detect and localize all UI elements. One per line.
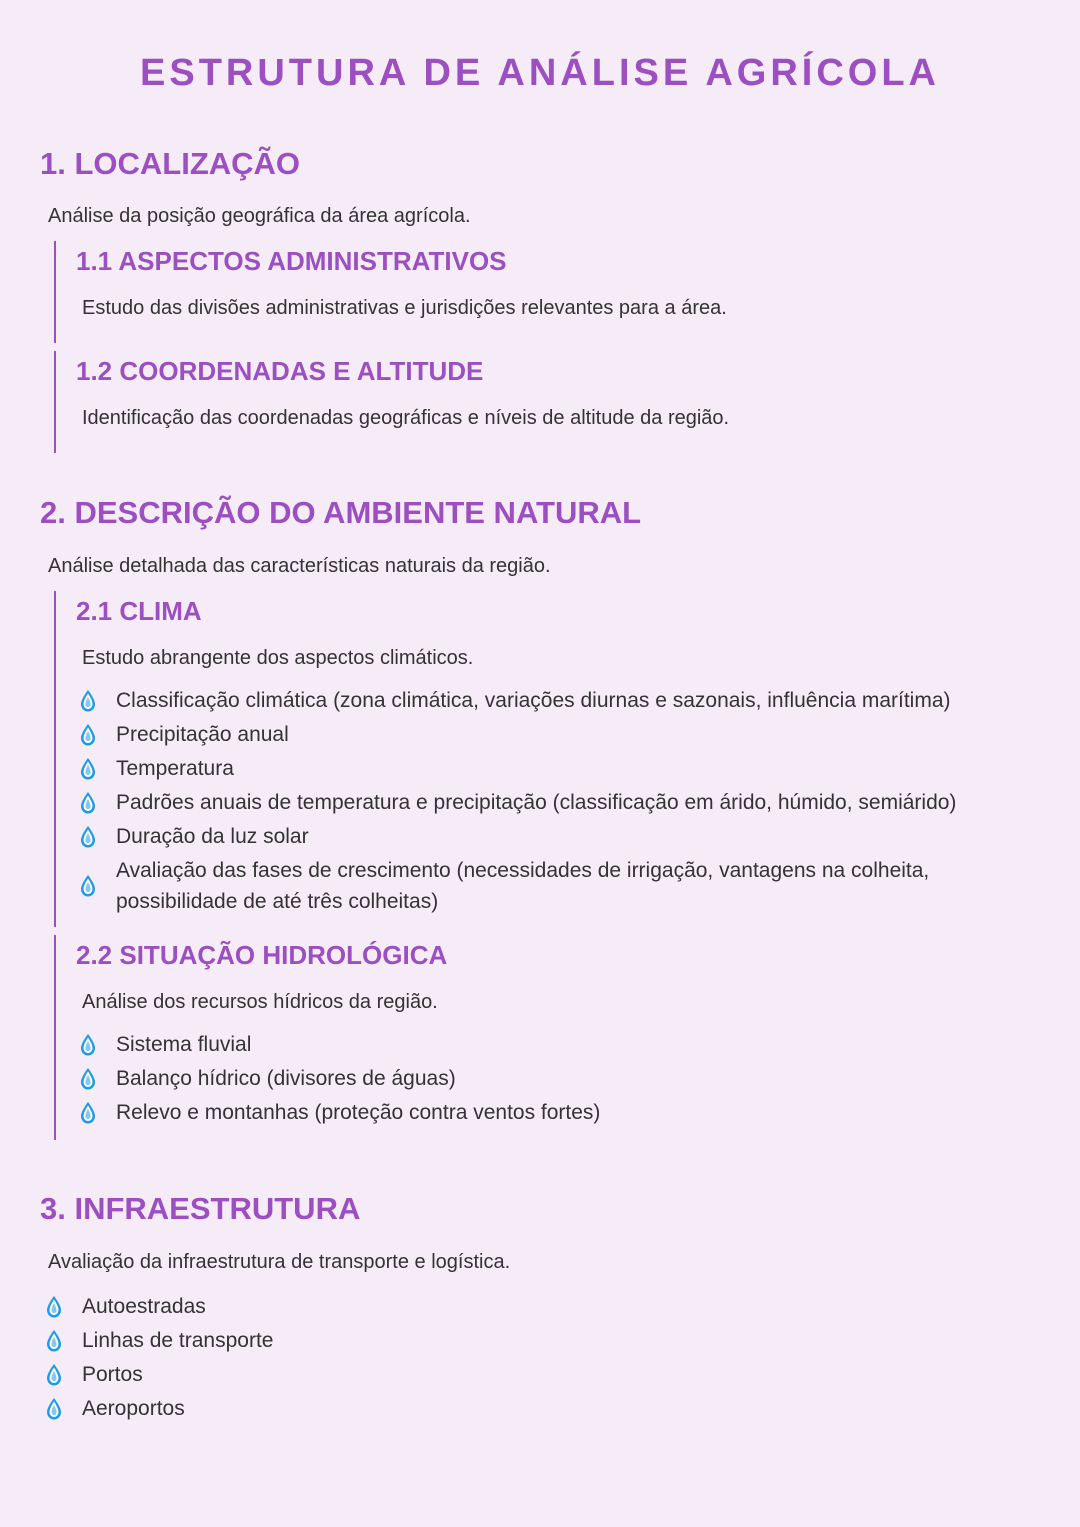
water-drop-icon <box>79 1067 97 1091</box>
subsection-aspectos-administrativos <box>54 241 1040 343</box>
water-drop-icon <box>45 1295 63 1319</box>
subsection-clima <box>54 591 1040 927</box>
list-item: Relevo e montanhas (proteção contra ventos fortes) <box>76 1097 1040 1128</box>
section-description: Avaliação da infraestrutura de transporte e logística. <box>48 1251 511 1273</box>
water-drop-icon <box>79 1033 97 1057</box>
list-item: Precipitação anual <box>76 719 1040 750</box>
section-infraestrutura <box>40 1190 1040 1424</box>
list-item: Linhas de transporte <box>42 1325 1040 1356</box>
subsection-title: 2.1 CLIMA <box>76 596 202 626</box>
list-item: Portos <box>42 1359 1040 1390</box>
water-drop-icon <box>79 757 97 781</box>
section-title: 2. DESCRIÇÃO DO AMBIENTE NATURAL <box>40 495 642 530</box>
subsection-description: Estudo abrangente dos aspectos climáticos. <box>82 647 474 669</box>
water-drop-icon <box>45 1329 63 1353</box>
list-item: Avaliação das fases de crescimento (necessidades de irrigação, vantagens na colheita, possibilidade de até três colheitas) <box>76 855 996 917</box>
water-drop-icon <box>79 825 97 849</box>
section-ambiente-natural <box>40 494 1040 1140</box>
subsection-coordenadas-altitude <box>54 351 1040 453</box>
subsection-title: 2.2 SITUAÇÃO HIDROLÓGICA <box>76 940 448 970</box>
water-drop-icon <box>79 874 97 898</box>
water-drop-icon <box>79 1101 97 1125</box>
list-item: Classificação climática (zona climática, variações diurnas e sazonais, influência marítima) <box>76 685 1040 716</box>
list-item: Autoestradas <box>42 1291 1040 1322</box>
list-item: Temperatura <box>76 753 1040 784</box>
water-drop-icon <box>79 723 97 747</box>
subsection-description: Análise dos recursos hídricos da região. <box>82 991 438 1013</box>
list-item: Sistema fluvial <box>76 1029 1040 1060</box>
subsection-description: Estudo das divisões administrativas e jurisdições relevantes para a área. <box>82 297 727 319</box>
subsection-description: Identificação das coordenadas geográficas e níveis de altitude da região. <box>82 407 730 429</box>
list-item: Duração da luz solar <box>76 821 1040 852</box>
document-title: ESTRUTURA DE ANÁLISE AGRÍCOLA <box>140 52 940 94</box>
section-description: Análise detalhada das características naturais da região. <box>48 555 551 577</box>
subsection-situacao-hidrologica <box>54 935 1040 1140</box>
infraestrutura-list <box>42 1291 1040 1424</box>
list-item: Balanço hídrico (divisores de águas) <box>76 1063 1040 1094</box>
water-drop-icon <box>45 1363 63 1387</box>
water-drop-icon <box>79 689 97 713</box>
section-localizacao <box>40 145 1040 453</box>
hidrologia-list <box>76 1029 1040 1128</box>
water-drop-icon <box>79 791 97 815</box>
section-title: 3. INFRAESTRUTURA <box>40 1191 361 1226</box>
subsection-title: 1.2 COORDENADAS E ALTITUDE <box>76 356 484 386</box>
section-description: Análise da posição geográfica da área agrícola. <box>48 205 471 227</box>
section-title: 1. LOCALIZAÇÃO <box>40 146 301 181</box>
list-item: Aeroportos <box>42 1393 1040 1424</box>
clima-list <box>76 685 1040 917</box>
list-item: Padrões anuais de temperatura e precipitação (classificação em árido, húmido, semiárido) <box>76 787 1040 818</box>
subsection-title: 1.1 ASPECTOS ADMINISTRATIVOS <box>76 246 507 276</box>
water-drop-icon <box>45 1397 63 1421</box>
